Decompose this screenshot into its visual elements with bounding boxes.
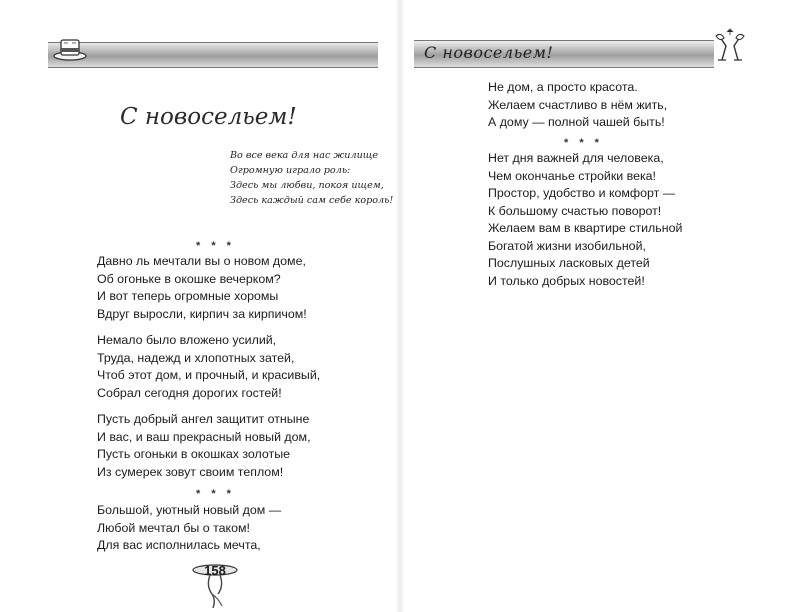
toast-glasses-icon: [710, 28, 750, 68]
poem-line: Любой мечтал бы о таком!: [97, 520, 250, 535]
poem-line: Желаем вам в квартире стильной: [488, 221, 683, 235]
stanza-4: [97, 502, 281, 555]
epigraph-line: Огромную играло роль:: [230, 165, 351, 176]
running-header-title: С новосельем!: [424, 43, 554, 62]
poem-line: Чем окончанье стройки века!: [488, 168, 656, 183]
epigraph-line: Здесь мы любви, покоя ищем,: [230, 180, 384, 191]
stanza-separator: * * *: [564, 137, 603, 149]
poem-line: Пусть добрый ангел защитит отныне: [97, 412, 310, 426]
poem-line: Вдруг выросли, кирпич за кирпичом!: [97, 306, 307, 321]
poem-line: А дому — полной чашей быть!: [488, 115, 665, 129]
stanza-3: [97, 411, 311, 481]
epigraph-line: Во все века для нас жилище: [230, 150, 379, 161]
page-number: 158: [204, 563, 226, 578]
poem-line: Труда, надежд и хлопотных затей,: [97, 350, 295, 365]
poem-line: Простор, удобство и комфорт —: [488, 186, 676, 200]
poem-line: И вот теперь огромные хоромы: [97, 289, 279, 303]
stanza-separator: * * *: [196, 488, 235, 500]
poem-line: Богатой жизни изобильной,: [488, 238, 646, 253]
poem-line: Из сумерек зовут своим теплом!: [97, 464, 284, 479]
stanza-separator: * * *: [196, 240, 235, 252]
stanza-right-bottom: [488, 150, 682, 290]
hat-icon: [52, 34, 88, 62]
poem-line: Послушных ласковых детей: [488, 256, 650, 270]
poem-line: Чтоб этот дом, и прочный, и красивый,: [97, 368, 321, 382]
poem-line: Давно ль мечтали вы о новом доме,: [97, 254, 306, 268]
epigraph-line: Здесь каждый сам себе король!: [230, 195, 394, 206]
stanza-2: [97, 332, 320, 402]
poem-line: Об огоньке в окошке вечерком?: [97, 271, 281, 286]
poem-line: Нет дня важней для человека,: [488, 151, 664, 165]
poem-line: Немало было вложено усилий,: [97, 333, 277, 347]
stanza-1: [97, 253, 307, 323]
poem-line: Для вас исполнилась мечта,: [97, 538, 261, 552]
poem-line: Не дом, а просто красота.: [488, 80, 638, 94]
poem-line: К большому счастью поворот!: [488, 203, 662, 218]
poem-line: Собрал сегодня дорогих гостей!: [97, 385, 282, 400]
right-header-bar: [414, 40, 714, 68]
poem-line: Пусть огоньки в окошках золотые: [97, 447, 290, 461]
epigraph: [230, 148, 393, 208]
poem-line: И только добрых новостей!: [488, 273, 645, 288]
left-header-bar: [48, 42, 378, 68]
poem-line: И вас, и ваш прекрасный новый дом,: [97, 429, 311, 444]
poem-title: С новосельем!: [120, 104, 297, 130]
stanza-right-top: [488, 79, 667, 132]
poem-line: Большой, уютный новый дом —: [97, 503, 282, 517]
right-page: [400, 0, 800, 612]
poem-line: Желаем счастливо в нём жить,: [488, 97, 668, 112]
